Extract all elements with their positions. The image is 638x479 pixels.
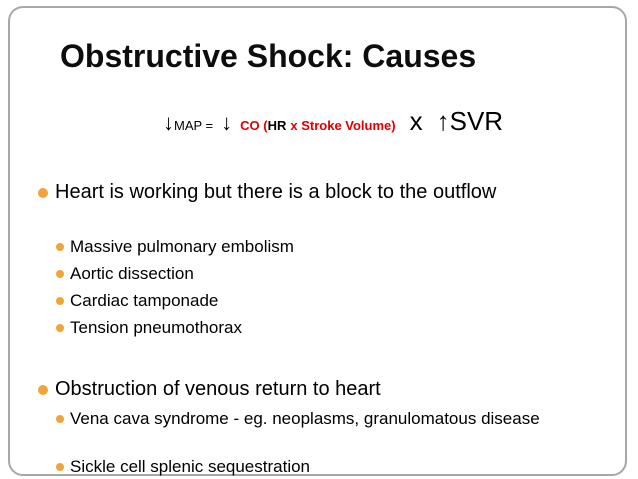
down-arrow-icon: ↓ bbox=[163, 110, 174, 135]
list-item bbox=[38, 378, 598, 401]
bullet-icon bbox=[38, 188, 48, 198]
list-item bbox=[56, 457, 596, 477]
bullet-icon bbox=[56, 415, 64, 423]
list-item-text: Massive pulmonary embolism bbox=[70, 237, 294, 256]
list-item-text: Tension pneumothorax bbox=[70, 318, 243, 337]
list-item-text: Sickle cell splenic sequestration bbox=[70, 457, 311, 476]
list-item bbox=[56, 318, 596, 338]
bullet-icon bbox=[38, 385, 48, 395]
list-item bbox=[56, 237, 596, 257]
list-item-text: Heart is working but there is a block to the outflow bbox=[55, 181, 497, 203]
bullet-icon bbox=[56, 324, 64, 332]
list-item bbox=[56, 264, 596, 284]
slide-title: Obstructive Shock: Causes bbox=[60, 38, 477, 74]
bullet-icon bbox=[56, 270, 64, 278]
down-arrow-icon: ↓ bbox=[221, 110, 233, 135]
formula bbox=[163, 108, 503, 134]
list-item bbox=[56, 409, 576, 429]
list-item bbox=[56, 291, 596, 311]
formula-svr: SVR bbox=[449, 106, 504, 136]
list-item-text: Cardiac tamponade bbox=[70, 291, 219, 310]
list-item-text: Aortic dissection bbox=[70, 264, 194, 283]
formula-map-label: MAP = bbox=[174, 118, 214, 133]
formula-hr: HR bbox=[267, 118, 287, 133]
list-item-text: Vena cava syndrome - eg. neoplasms, granulomatous disease bbox=[70, 409, 540, 428]
bullet-icon bbox=[56, 243, 64, 251]
list-item bbox=[38, 181, 538, 204]
formula-times: x bbox=[409, 106, 423, 136]
bullet-icon bbox=[56, 297, 64, 305]
list-item-text: Obstruction of venous return to heart bbox=[55, 378, 381, 400]
bullet-icon bbox=[56, 463, 64, 471]
formula-co: CO ( bbox=[240, 118, 268, 133]
up-arrow-icon: ↑ bbox=[436, 106, 450, 136]
formula-stroke-volume: x Stroke Volume) bbox=[290, 118, 396, 133]
